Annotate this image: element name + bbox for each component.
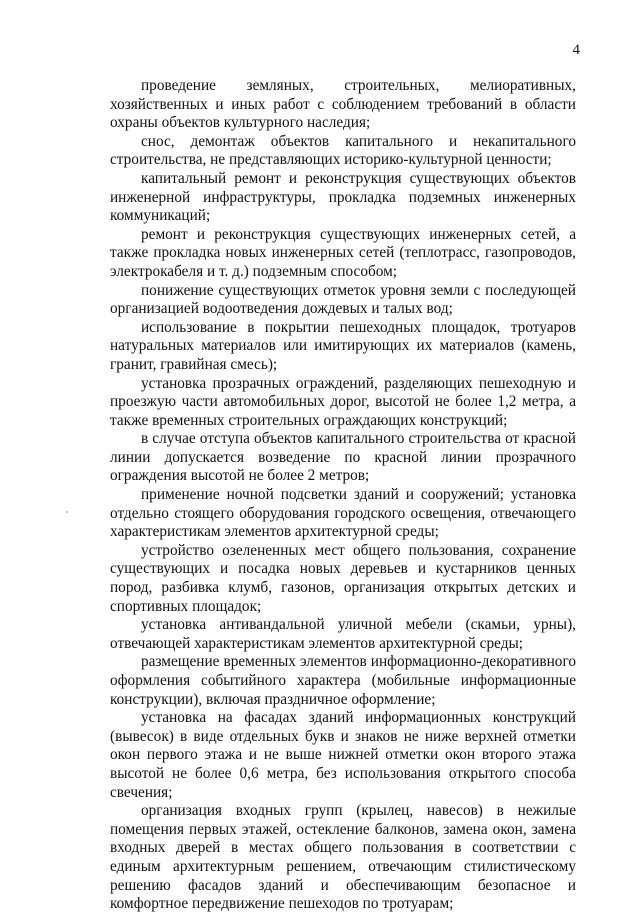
paragraph: размещение временных элементов информационно-декоративного оформления событийного характера (мобильные информационные конструкции), включая праздничное оформление; [110,653,576,708]
paragraph: устройство озелененных мест общего пользования, сохранение существующих и посадка новых деревьев и кустарников ценных пород, разбивка клумб, газонов, организация открытых детских и спортивных площадок; [110,541,576,615]
paragraph: понижение существующих отметок уровня земли с последующей организацией водоотведения дождевых и талых вод; [110,281,576,318]
paragraph: ремонт и реконструкция существующих инженерных сетей, а также прокладка новых инженерных сетей (теплотрасс, газопроводов, электрокабеля и т. д.) подземным способом; [110,225,576,280]
paragraph: проведение земляных, строительных, мелиоративных, хозяйственных и иных работ с соблюдением требований в области охраны объектов культурного наследия; [110,77,576,132]
scan-mark [66,511,68,513]
paragraph: установка прозрачных ограждений, разделяющих пешеходную и проезжую части автомобильных дорог, высотой не более 1,2 метра, а также временных строительных ограждающих конструкций; [110,374,576,429]
paragraph: установка на фасадах зданий информационных конструкций (вывесок) в виде отдельных букв и знаков не ниже верхней отметки окон первого этажа и не выше нижней отметки окон второго этажа высотой не более 0,6 метра, без использования открытого способа свечения; [110,709,576,801]
document-body [110,77,576,914]
paragraph: использование в покрытии пешеходных площадок, тротуаров натуральных материалов или имитирующих их материалов (камень, гранит, гравийная смесь); [110,318,576,373]
paragraph: организация входных групп (крылец, навесов) в нежилые помещения первых этажей, остекление балконов, замена окон, замена входных дверей в местах общего пользования в соответствии с единым архитектурным решением, отвечающим стилистическому решению фасадов зданий и обеспечивающим безопасное и комфортное передвижение пешеходов по тротуарам; [110,802,576,913]
paragraph: установка антивандальной уличной мебели (скамьи, урны), отвечающей характеристикам элементов архитектурной среды; [110,616,576,652]
paragraph: применение ночной подсветки зданий и сооружений; установка отдельно стоящего оборудования городского освещения, отвечающего характеристикам элементов архитектурной среды; [110,486,576,541]
paragraph: капитальный ремонт и реконструкция существующих объектов инженерной инфраструктуры, прокладка подземных инженерных коммуникаций; [110,169,576,225]
paragraph: в случае отступа объектов капитального строительства от красной линии допускается возведение по красной линии прозрачного ограждения высотой не более 2 метров; [110,430,576,485]
paragraph: снос, демонтаж объектов капитального и некапитального строительства, не представляющих историко-культурной ценности; [110,132,576,169]
page-number: 4 [572,42,580,58]
